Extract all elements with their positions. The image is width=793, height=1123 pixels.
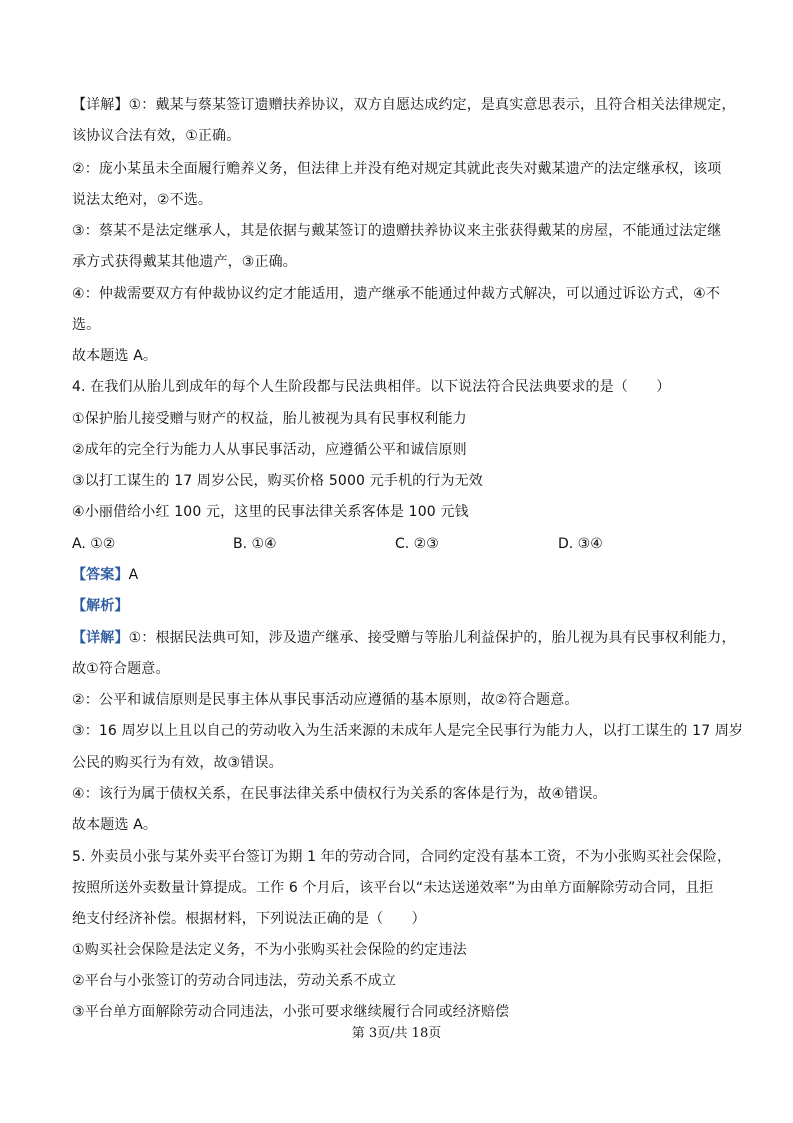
paragraph-line: ③：16 周岁以上且以自己的劳动收入为生活来源的未成年人是完全民事行为能力人，以打工谋生的 17 周岁 [72, 723, 744, 739]
paragraph-line: 故本题选 A。 [72, 817, 158, 833]
detail-line: 【详解】①：根据民法典可知，涉及遗产继承、接受赠与等胎儿利益保护的，胎儿视为具有民事权利能力， [72, 630, 736, 646]
option-b: B. ①④ [233, 536, 277, 552]
question-4-statement: ②成年的完全行为能力人从事民事活动，应遵循公平和诚信原则 [72, 442, 467, 458]
paragraph-line: ②：庞小某虽未全面履行赡养义务，但法律上并没有绝对规定其就此丧失对戴某遗产的法定继承权，该项 [72, 161, 722, 177]
answer-tag: 【答案】 [72, 567, 129, 583]
paragraph-line: 该协议合法有效，①正确。 [72, 128, 241, 144]
paragraph-line: ③：蔡某不是法定继承人，其是依据与戴某签订的遗赠扶养协议来主张获得戴某的房屋，不能通过法定继 [72, 223, 722, 239]
detail-tag: 【详解】 [72, 630, 129, 646]
page-number: 第 3页/共 18页 [351, 1026, 442, 1041]
answer-value: A [128, 567, 139, 583]
paragraph-line: 公民的购买行为有效，故③错误。 [72, 755, 283, 771]
option-a: A. ①② [72, 536, 116, 552]
paragraph-line: ②：公平和诚信原则是民事主体从事民事活动应遵循的基本原则，故②符合题意。 [72, 692, 579, 708]
analysis-heading: 【解析】 [72, 598, 129, 614]
question-4-statement: ④小丽借给小红 100 元，这里的民事法律关系客体是 100 元钱 [72, 504, 469, 520]
answer-line [72, 566, 732, 584]
question-5-statement: ②平台与小张签订的劳动合同违法，劳动关系不成立 [72, 973, 396, 989]
question-5-stem: 按照所送外卖数量计算提成。工作 6 个月后，该平台以“未达送递效率”为由单方面解除劳动合同，且拒 [72, 880, 714, 896]
paragraph-line: 故①符合题意。 [72, 661, 170, 677]
paragraph-line: 承方式获得戴某其他遗产，③正确。 [72, 254, 297, 270]
question-4-stem: 4. 在我们从胎儿到成年的每个人生阶段都与民法典相伴。以下说法符合民法典要求的是（ ） [72, 379, 671, 395]
paragraph-line: 选。 [72, 317, 101, 333]
question-4-statement: ①保护胎儿接受赠与财产的权益，胎儿被视为具有民事权利能力 [72, 411, 467, 427]
question-5-stem: 5. 外卖员小张与某外卖平台签订为期 1 年的劳动合同，合同约定没有基本工资，不为小张购买社会保险， [72, 849, 732, 865]
paragraph-line: 故本题选 A。 [72, 348, 158, 364]
paragraph-line: ④：仲裁需要双方有仲裁协议约定才能适用，遗产继承不能通过仲裁方式解决，可以通过诉讼方式，④不 [72, 286, 720, 302]
option-d: D. ③④ [558, 536, 603, 552]
option-c: C. ②③ [395, 536, 439, 552]
question-5-statement: ③平台单方面解除劳动合同违法，小张可要求继续履行合同或经济赔偿 [72, 1004, 510, 1020]
question-5-stem: 绝支付经济补偿。根据材料，下列说法正确的是（ ） [72, 911, 426, 927]
paragraph-line: ④：该行为属于债权关系，在民事法律关系中债权行为关系的客体是行为，故④错误。 [72, 786, 607, 802]
question-4-statement: ③以打工谋生的 17 周岁公民，购买价格 5000 元手机的行为无效 [72, 473, 483, 489]
paragraph-line: 说法太绝对，②不选。 [72, 192, 213, 208]
question-5-statement: ①购买社会保险是法定义务，不为小张购买社会保险的约定违法 [72, 942, 467, 958]
paragraph-line: 【详解】①：戴某与蔡某签订遗赠扶养协议，双方自愿达成约定，是真实意思表示，且符合相关法律规定， [72, 97, 736, 113]
